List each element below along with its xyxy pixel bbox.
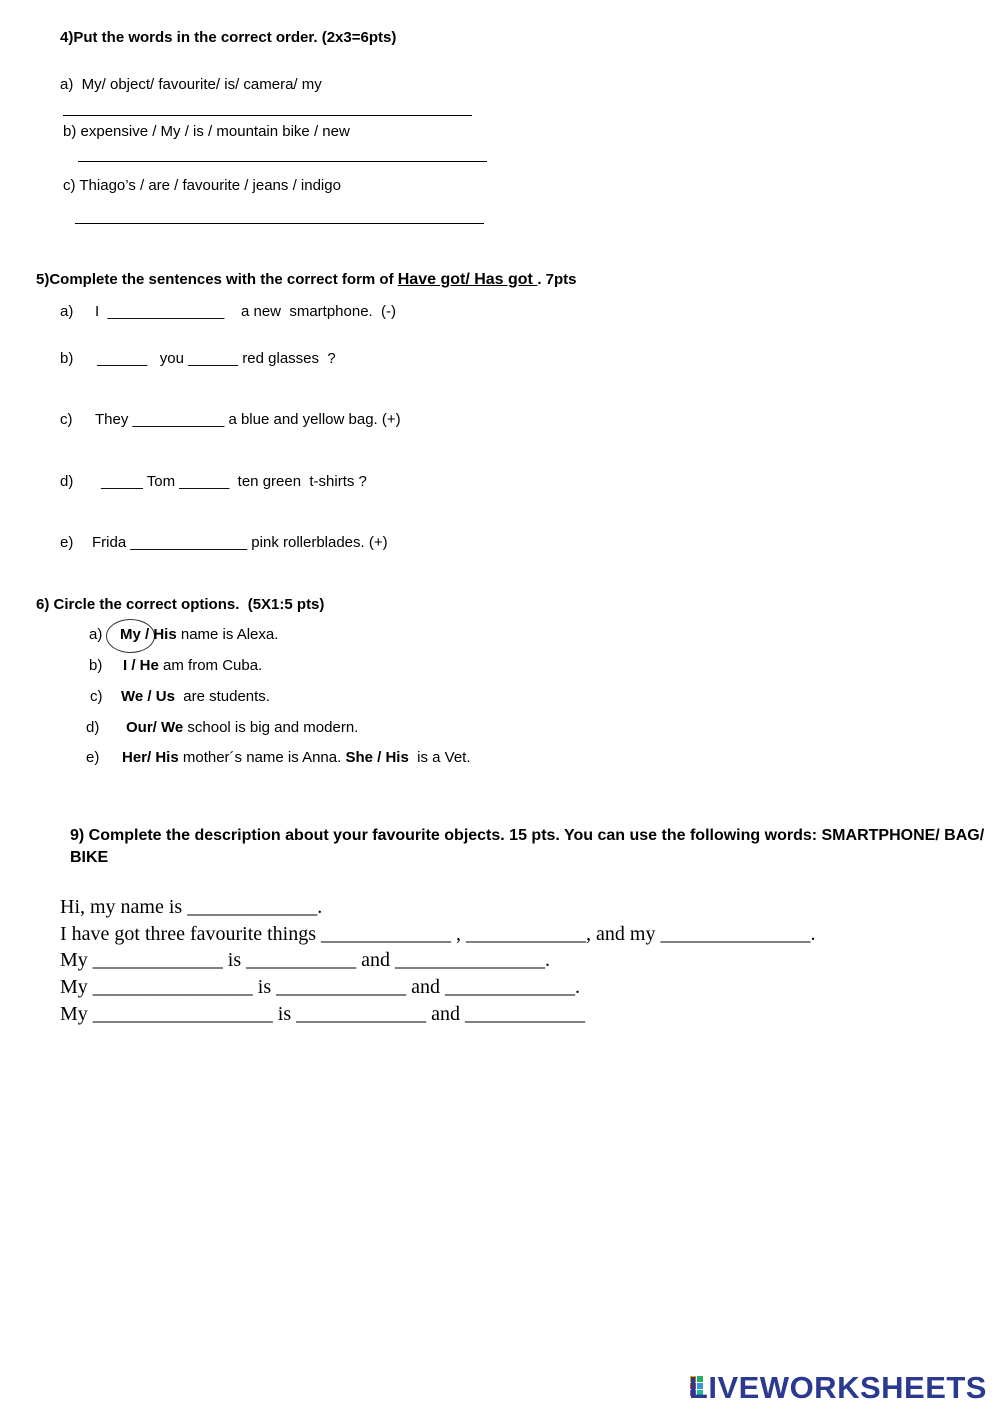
section-6-options-e2[interactable]: She / His (345, 749, 409, 766)
section-6-item-a[interactable] (120, 626, 278, 643)
section-6-item-e[interactable] (122, 749, 471, 766)
section-6-rest-d: school is big and modern. (183, 719, 359, 736)
section-9-line-4[interactable]: My ________________ is _____________ and _____________. (60, 976, 580, 998)
section-6-rest-e: mother´s name is Anna. (178, 749, 346, 766)
section-9-title: 9) Complete the description about your favourite objects. 15 pts. You can use the following words: SMARTPHONE/ BAG/ BIKE (70, 827, 985, 866)
section-5-item-c[interactable]: They ___________ a blue and yellow bag. (+) (95, 411, 401, 428)
section-6-options-e[interactable]: Her/ His (122, 749, 179, 766)
section-5-title (36, 271, 577, 289)
section-5-title-underlined: Have got/ Has got (397, 271, 538, 288)
answer-line-4c[interactable] (75, 223, 484, 224)
section-6-title: 6) Circle the correct options. (5X1:5 pts) (36, 596, 325, 613)
section-6-item-d[interactable] (126, 719, 358, 736)
section-6-label-a: a) (89, 626, 103, 643)
section-6-rest-e2: is a Vet. (408, 749, 471, 766)
section-5-label-d: d) (60, 473, 74, 490)
section-6-label-e: e) (86, 749, 100, 766)
section-4-item-b: b) expensive / My / is / mountain bike / new (63, 123, 350, 140)
section-9-line-5[interactable]: My __________________ is _____________ and ____________ (60, 1003, 585, 1025)
section-6-item-b[interactable] (123, 657, 262, 674)
section-5-label-e: e) (60, 534, 74, 551)
answer-line-4a[interactable] (63, 115, 472, 116)
section-6-rest-c: are students. (174, 688, 270, 705)
section-6-rest-b: am from Cuba. (158, 657, 263, 674)
section-6-options-a[interactable]: My / His (120, 626, 177, 643)
liveworksheets-logo[interactable]: LIVEWORKSHEETS (688, 1370, 987, 1405)
section-4-item-a: a) My/ object/ favourite/ is/ camera/ my (60, 76, 322, 93)
section-5-item-e[interactable]: Frida ______________ pink rollerblades. (+) (92, 534, 388, 551)
section-9-line-3[interactable]: My _____________ is ___________ and _______________. (60, 949, 550, 971)
section-9-line-2[interactable]: I have got three favourite things _____________ , ____________, and my _______________. (60, 923, 816, 945)
section-5-item-a[interactable]: I ______________ a new smartphone. (-) (95, 303, 397, 320)
answer-line-4b[interactable] (78, 161, 487, 162)
section-6-rest-a: name is Alexa. (176, 626, 279, 643)
section-6-options-b[interactable]: I / He (123, 657, 159, 674)
section-4-title: 4)Put the words in the correct order. (2x3=6pts) (60, 29, 397, 46)
section-5-item-d[interactable]: _____ Tom ______ ten green t-shirts ? (97, 473, 367, 490)
section-6-options-d[interactable]: Our/ We (126, 719, 184, 736)
section-5-item-b[interactable]: ______ you ______ red glasses ? (93, 350, 336, 367)
section-6-label-b: b) (89, 657, 103, 674)
section-6-label-d: d) (86, 719, 100, 736)
section-6-item-c[interactable] (121, 688, 270, 705)
section-5-label-b: b) (60, 350, 74, 367)
section-5-label-c: c) (60, 411, 73, 428)
section-4-item-c: c) Thiago’s / are / favourite / jeans / indigo (63, 177, 341, 194)
section-5-title-suffix: . 7pts (537, 271, 577, 288)
section-5-title-prefix: 5)Complete the sentences with the correct form of (36, 271, 398, 288)
section-5-label-a: a) (60, 303, 74, 320)
section-6-label-c: c) (90, 688, 103, 705)
section-6-options-c[interactable]: We / Us (121, 688, 175, 705)
section-9-line-1[interactable]: Hi, my name is _____________. (60, 896, 323, 918)
